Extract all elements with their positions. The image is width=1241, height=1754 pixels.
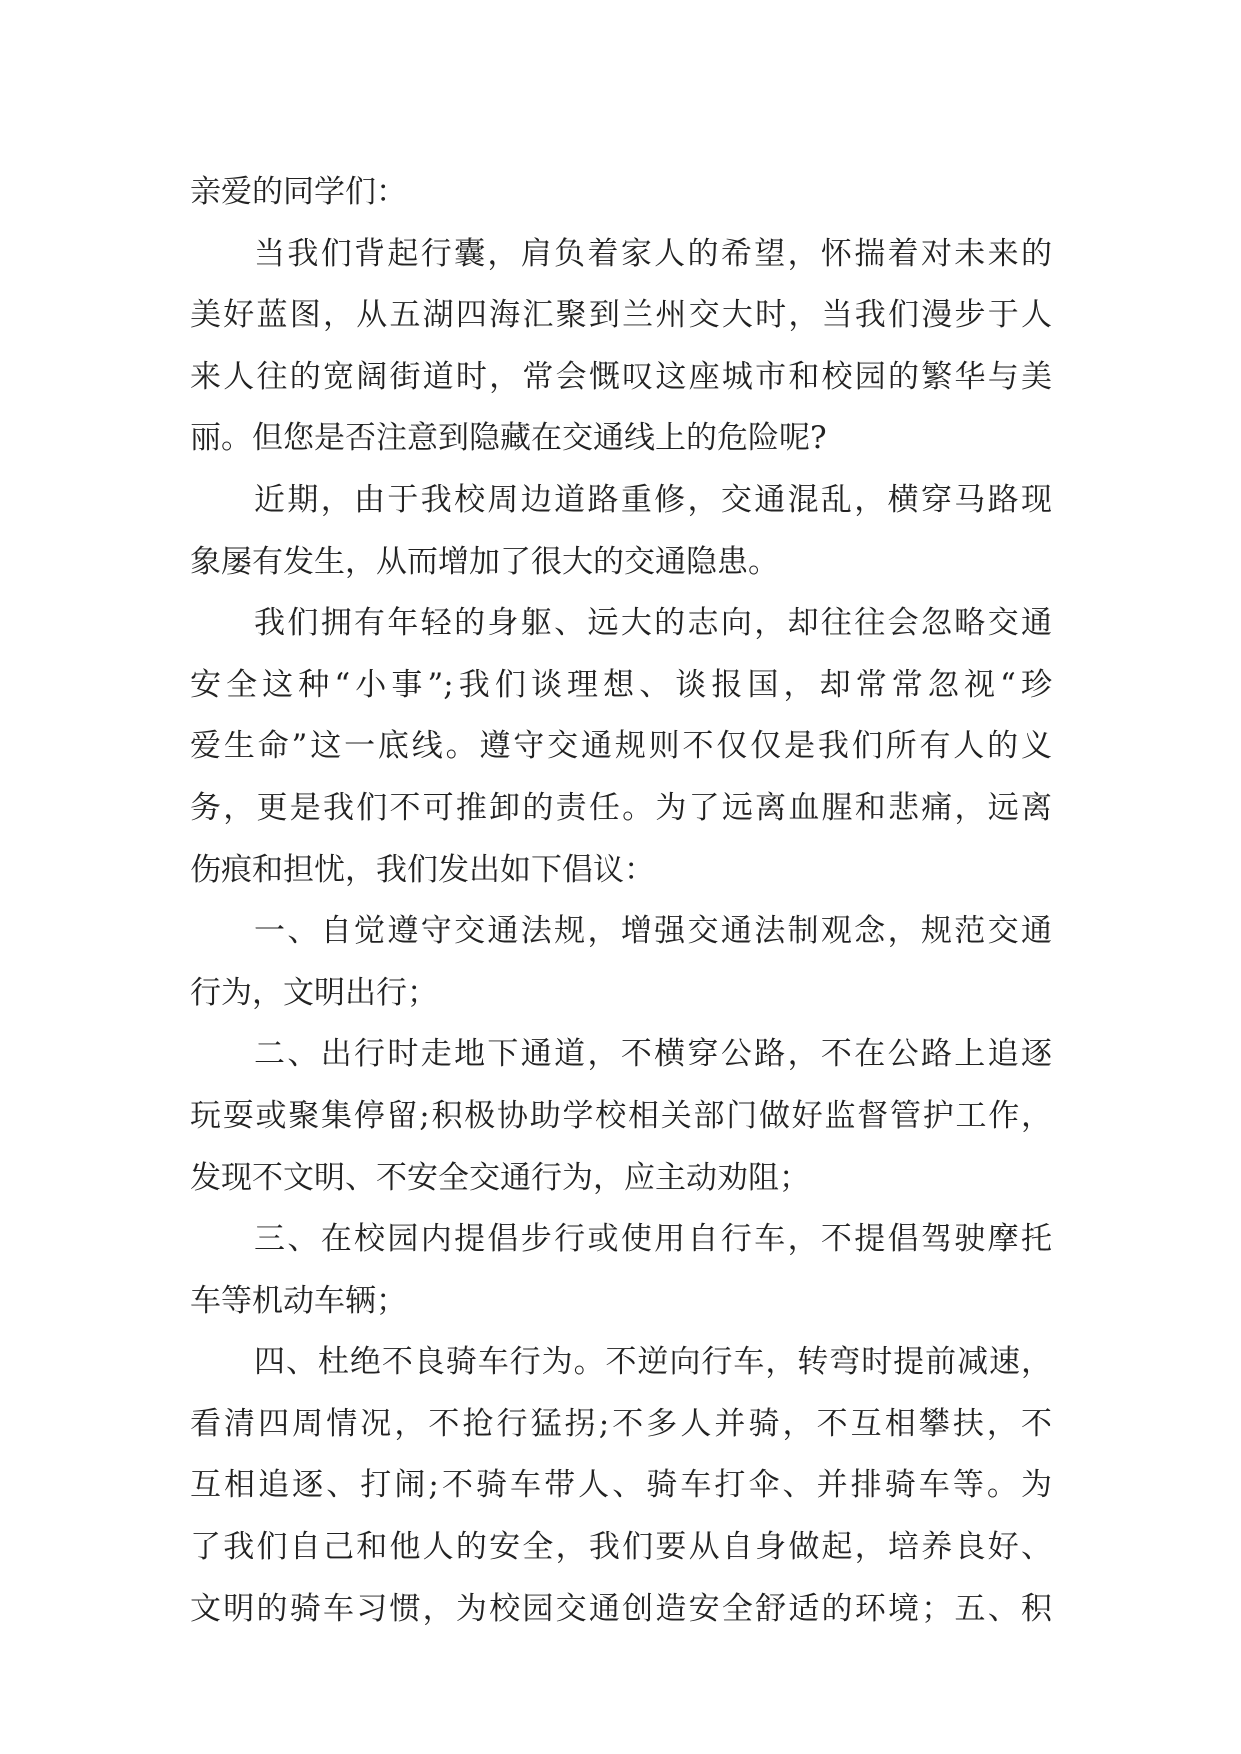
text-line: 我们拥有年轻的身躯、远大的志向，却往往会忽略交通 bbox=[254, 605, 1052, 642]
text-line: 行为，文明出行； bbox=[190, 974, 438, 1011]
text-line: 文明的骑车习惯，为校园交通创造安全舒适的环境；五、积 bbox=[190, 1590, 1052, 1627]
text-line: 来人往的宽阔街道时，常会慨叹这座城市和校园的繁华与美 bbox=[190, 358, 1052, 395]
text-line: 玩耍或聚集停留;积极协助学校相关部门做好监督管护工作， bbox=[190, 1097, 1052, 1134]
text-line: 看清四周情况，不抢行猛拐;不多人并骑，不互相攀扶，不 bbox=[190, 1405, 1052, 1442]
text-line: 了我们自己和他人的安全，我们要从自身做起，培养良好、 bbox=[190, 1529, 1052, 1566]
text-line: 近期，由于我校周边道路重修，交通混乱，横穿马路现 bbox=[254, 481, 1052, 518]
text-line: 互相追逐、打闹;不骑车带人、骑车打伞、并排骑车等。为 bbox=[190, 1467, 1052, 1504]
text-line: 发现不文明、不安全交通行为，应主动劝阻； bbox=[190, 1159, 810, 1196]
text-line: 四、杜绝不良骑车行为。不逆向行车，转弯时提前减速， bbox=[254, 1344, 1052, 1381]
text-line: 爱生命”这一底线。遵守交通规则不仅仅是我们所有人的义 bbox=[190, 728, 1052, 765]
text-line: 务，更是我们不可推卸的责任。为了远离血腥和悲痛，远离 bbox=[190, 789, 1052, 826]
text-line: 象屡有发生，从而增加了很大的交通隐患。 bbox=[190, 543, 779, 580]
text-line: 一、自觉遵守交通法规，增强交通法制观念，规范交通 bbox=[254, 913, 1052, 950]
text-line: 车等机动车辆； bbox=[190, 1282, 407, 1319]
text-line: 丽。但您是否注意到隐藏在交通线上的危险呢? bbox=[190, 420, 827, 457]
text-line: 三、在校园内提倡步行或使用自行车，不提倡驾驶摩托 bbox=[254, 1221, 1052, 1258]
document-body bbox=[190, 162, 1052, 1640]
text-line: 二、出行时走地下通道，不横穿公路，不在公路上追逐 bbox=[254, 1036, 1052, 1073]
text-line: 亲爱的同学们： bbox=[190, 174, 407, 210]
text-line: 安全这种“小事”;我们谈理想、谈报国，却常常忽视“珍 bbox=[190, 666, 1052, 703]
text-line: 当我们背起行囊，肩负着家人的希望，怀揣着对未来的 bbox=[254, 235, 1052, 272]
text-line: 美好蓝图，从五湖四海汇聚到兰州交大时，当我们漫步于人 bbox=[190, 297, 1052, 334]
text-line: 伤痕和担忧，我们发出如下倡议： bbox=[190, 851, 655, 888]
